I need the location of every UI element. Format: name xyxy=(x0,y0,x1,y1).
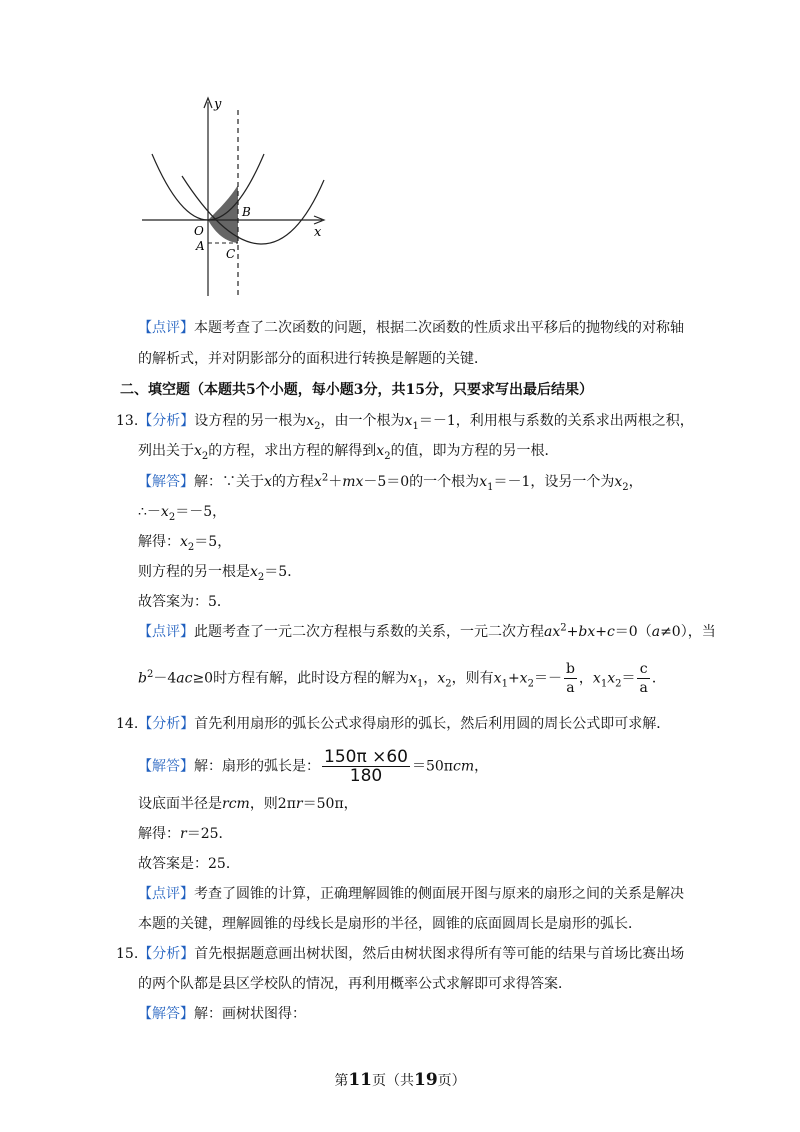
fraction-c-over-a: $\frac{c}{a}$ xyxy=(639,661,648,696)
origin-label: O xyxy=(194,224,204,238)
q13-step-1: $\therefore-x_2=-5$， xyxy=(138,504,227,523)
point-b-label: B xyxy=(242,205,251,219)
q14-step-2: 解得：r＝25． xyxy=(138,826,233,842)
q13-answer-line: 【解答】解：∵关于x的方程$x^2+mx-5=0$的一个根为$x_1=-1$，设另一个为$x_2$， xyxy=(138,472,643,493)
section-title: 二、填空题（本题共5个小题，每小题3分，共15分，只要求写出最后结果） xyxy=(120,382,593,398)
x-label: x xyxy=(314,225,322,240)
q14-review-line-2: 本题的关键，理解圆锥的母线长是扇形的半径，圆锥的底面圆周长是扇形的弧长． xyxy=(138,916,642,932)
q12-review-line-1: 【点评】本题考查了二次函数的问题，根据二次函数的性质求出平移后的抛物线的对称轴 xyxy=(138,320,684,336)
q14-answer-line: 【解答】解：扇形的弧长是： $\frac{150\pi \times 60}{180}$ ＝50πcm， xyxy=(138,747,489,786)
point-a-label: A xyxy=(196,239,205,253)
q12-review-line-2: 的解析式，并对阴影部分的面积进行转换是解题的关键． xyxy=(138,351,488,367)
point-c-label: C xyxy=(226,247,236,261)
q13-analysis-line-2: 列出关于$x_2$的方程，求出方程的解得到$x_2$的值，即为方程的另一根． xyxy=(138,443,559,462)
q15-analysis-line-1: 15.【分析】首先根据题意画出树状图，然后由树状图求得所有等可能的结果与首场比赛出场 xyxy=(116,946,685,962)
q13-review-line-2: $b^2-4ac\ge 0$时方程有解，此时设方程的解为$x_1$，$x_2$，则有$x_1+x_2=-$ $\frac{b}{a}$ ，$x_1x_2=$ $\frac{c}{a}$ ． xyxy=(138,661,666,696)
page-number: 11 xyxy=(348,1070,372,1090)
q14-analysis: 14.【分析】首先利用扇形的弧长公式求得扇形的弧长，然后利用圆的周长公式即可求解． xyxy=(116,716,671,732)
q14-step-3: 故答案是：25． xyxy=(138,856,240,872)
review-tag: 【点评】 xyxy=(138,320,194,336)
q13-step-3: 则方程的另一根是$x_2=5$． xyxy=(138,564,302,583)
q15-answer-line: 【解答】解：画树状图得： xyxy=(138,1006,306,1022)
parabola-graph xyxy=(138,90,338,302)
q13-step-4: 故答案为：5． xyxy=(138,594,231,610)
page-footer: 第11页（共19页） xyxy=(334,1070,466,1090)
y-label: y xyxy=(214,97,222,112)
fraction-b-over-a: $\frac{b}{a}$ xyxy=(565,661,575,696)
q13-analysis-line-1: 13.【分析】设方程的另一根为$x_2$，由一个根为$x_1=-1$，利用根与系数的关系求出两根之积， xyxy=(116,413,694,432)
q13-step-2: 解得：$x_2=5$， xyxy=(138,534,232,553)
q14-review-line-1: 【点评】考查了圆锥的计算，正确理解圆锥的侧面展开图与原来的扇形之间的关系是解决 xyxy=(138,886,684,902)
q14-step-1: 设底面半径是rcm，则2πr＝50π， xyxy=(138,796,358,812)
q15-analysis-line-2: 的两个队都是县区学校队的情况，再利用概率公式求解即可求得答案． xyxy=(138,976,572,992)
q13-review-line-1: 【点评】此题考查了一元二次方程根与系数的关系，一元二次方程$ax^2+bx+c=0(a\ne 0)$，当 xyxy=(138,622,716,640)
arc-length-fraction: $\frac{150\pi \times 60}{180}$ xyxy=(324,747,408,786)
total-pages: 19 xyxy=(414,1070,438,1090)
